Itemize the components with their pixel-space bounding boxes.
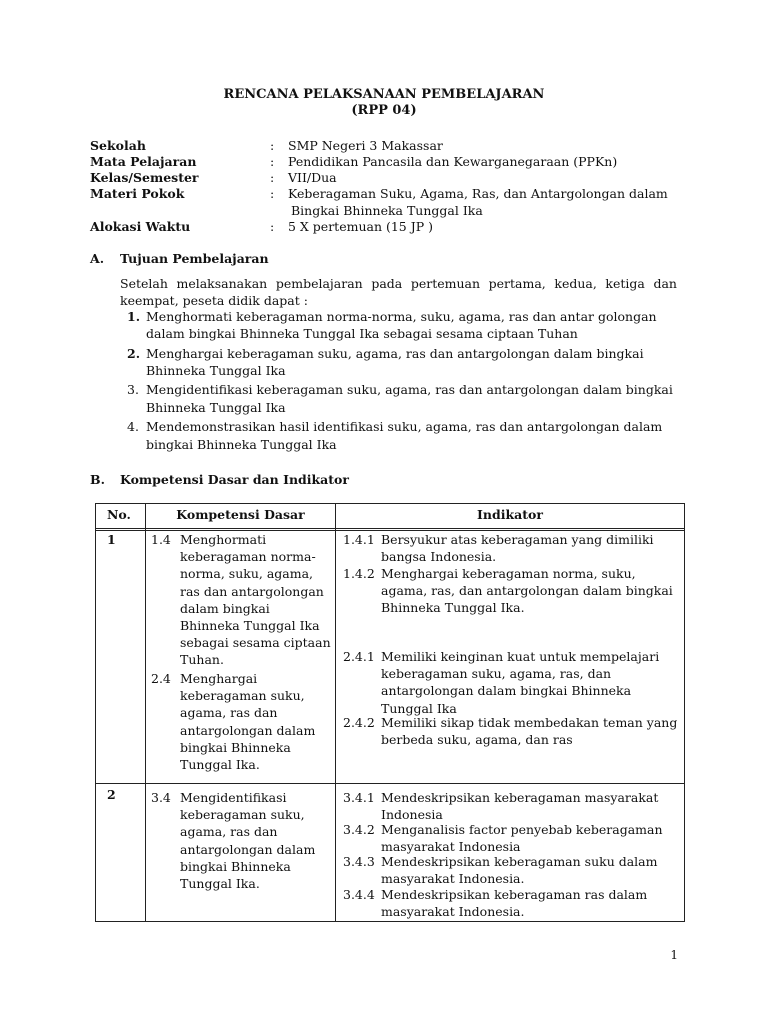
document-subtitle: (RPP 04) bbox=[351, 103, 417, 118]
kd-text bbox=[180, 531, 331, 669]
indicator-text-line: agama, ras, dan antargolongan dalam bingkai bbox=[381, 583, 673, 599]
page-number: 1 bbox=[670, 948, 678, 962]
indicator-code: 3.4.4 bbox=[343, 887, 375, 902]
kd-text bbox=[180, 789, 315, 892]
info-label-alokasi: Alokasi Waktu bbox=[90, 219, 191, 234]
indicator-text-line: Bersyukur atas keberagaman yang dimiliki bbox=[381, 532, 654, 547]
indicator-code: 3.4.2 bbox=[343, 822, 375, 837]
kd-item bbox=[151, 531, 331, 671]
indicator-text-line: Mendeskripsikan keberagaman ras dalam bbox=[381, 887, 648, 902]
kd-code: 3.4 bbox=[151, 790, 171, 805]
section-a-intro-line2: keempat, peseta didik dapat : bbox=[120, 293, 308, 308]
indicator-code: 3.4.1 bbox=[343, 790, 375, 805]
table-border bbox=[95, 503, 96, 922]
info-value-materi: Keberagaman Suku, Agama, Ras, dan Antargolongan dalam bbox=[288, 186, 668, 201]
indicator-text-line: masyarakat Indonesia. bbox=[381, 904, 525, 920]
indicator-text-line: Mendeskripsikan keberagaman masyarakat bbox=[381, 790, 659, 805]
kd-text-line: keberagaman suku, bbox=[180, 807, 305, 823]
indicator-item bbox=[343, 714, 683, 750]
kd-text-line: keberagaman norma- bbox=[180, 549, 316, 565]
table-header-no: No. bbox=[107, 507, 131, 522]
kd-text-line: agama, ras dan bbox=[180, 705, 278, 721]
info-sep: : bbox=[270, 219, 275, 234]
table-column-rule bbox=[145, 503, 146, 922]
info-label-kelas: Kelas/Semester bbox=[90, 170, 199, 185]
table-header-kd: Kompetensi Dasar bbox=[176, 507, 305, 522]
list-item-text: Menghargai keberagaman suku, agama, ras dan antargolongan dalam bingkai bbox=[146, 346, 644, 361]
kd-text-line: Bhinneka Tunggal Ika bbox=[180, 618, 320, 634]
info-sep: : bbox=[270, 138, 275, 153]
indicator-item bbox=[343, 531, 683, 567]
indicator-text-line: Menganalisis factor penyebab keberagaman bbox=[381, 822, 663, 837]
section-b-letter: B. bbox=[90, 472, 105, 487]
indicator-item bbox=[343, 821, 683, 857]
indicator-text bbox=[381, 648, 659, 717]
kd-text-line: antargolongan dalam bbox=[180, 722, 316, 738]
indicator-text-line: Mendeskripsikan keberagaman suku dalam bbox=[381, 854, 658, 869]
table-rule bbox=[95, 783, 685, 784]
list-item-text: Bhinneka Tunggal Ika bbox=[146, 363, 286, 378]
section-b-heading: Kompetensi Dasar dan Indikator bbox=[120, 472, 349, 487]
kd-text-line: bingkai Bhinneka bbox=[180, 739, 291, 755]
info-value-mapel: Pendidikan Pancasila dan Kewarganegaraan (PPKn) bbox=[288, 154, 618, 169]
table-row-number: 1 bbox=[107, 532, 116, 547]
kd-text-line: Menghargai bbox=[180, 671, 258, 686]
table-column-rule bbox=[335, 503, 336, 922]
indicator-text bbox=[381, 714, 677, 748]
info-label-mapel: Mata Pelajaran bbox=[90, 154, 197, 169]
indicator-text-line: Menghargai keberagaman norma, suku, bbox=[381, 566, 636, 581]
kd-item bbox=[151, 789, 331, 895]
indicator-text bbox=[381, 821, 663, 855]
indicator-text bbox=[381, 789, 658, 823]
info-value-materi-cont: Bingkai Bhinneka Tunggal Ika bbox=[291, 203, 483, 218]
indicator-code: 1.4.2 bbox=[343, 566, 375, 581]
list-item-text: Mengidentifikasi keberagaman suku, agama, ras dan antargolongan dalam bingkai bbox=[146, 382, 673, 397]
indicator-text-line: Memiliki sikap tidak membedakan teman yang bbox=[381, 715, 678, 730]
list-item-text: Menghormati keberagaman norma-norma, suku, agama, ras dan antar golongan bbox=[146, 309, 657, 324]
kd-code: 2.4 bbox=[151, 671, 171, 686]
list-item-number: 3. bbox=[127, 382, 139, 397]
section-a-intro-line1: Setelah melaksanakan pembelajaran pada pertemuan pertama, kedua, ketiga dan bbox=[120, 276, 677, 291]
kd-item bbox=[151, 670, 331, 776]
indicator-text bbox=[381, 886, 647, 920]
indicator-text-line: Tunggal Ika bbox=[381, 700, 457, 716]
kd-text-line: Tunggal Ika. bbox=[180, 876, 260, 892]
indicator-text-line: berbeda suku, agama, dan ras bbox=[381, 732, 573, 748]
indicator-code: 2.4.1 bbox=[343, 649, 375, 664]
competency-table bbox=[95, 503, 685, 922]
kd-code: 1.4 bbox=[151, 532, 171, 547]
indicator-text-line: bangsa Indonesia. bbox=[381, 549, 497, 565]
kd-text-line: sebagai sesama ciptaan bbox=[180, 635, 331, 651]
section-a-heading: Tujuan Pembelajaran bbox=[120, 251, 269, 266]
kd-text-line: norma, suku, agama, bbox=[180, 566, 314, 582]
indicator-code: 2.4.2 bbox=[343, 715, 375, 730]
indicator-text bbox=[381, 565, 673, 617]
table-border bbox=[95, 503, 685, 504]
indicator-text-line: Indonesia bbox=[381, 807, 443, 823]
indicator-text bbox=[381, 853, 657, 887]
table-row-number: 2 bbox=[107, 787, 116, 802]
indicator-code: 3.4.3 bbox=[343, 854, 375, 869]
list-item-text: dalam bingkai Bhinneka Tunggal Ika sebagai sesama ciptaan Tuhan bbox=[146, 326, 578, 341]
kd-text-line: ras dan antargolongan bbox=[180, 583, 324, 599]
indicator-item bbox=[343, 853, 683, 889]
indicator-text-line: masyarakat Indonesia. bbox=[381, 871, 525, 887]
indicator-text-line: Memiliki keinginan kuat untuk mempelajari bbox=[381, 649, 660, 664]
indicator-text bbox=[381, 531, 654, 565]
info-label-materi: Materi Pokok bbox=[90, 186, 185, 201]
table-rule bbox=[95, 528, 685, 529]
kd-text-line: antargolongan dalam bbox=[180, 841, 316, 857]
kd-text-line: agama, ras dan bbox=[180, 824, 278, 840]
indicator-item bbox=[343, 886, 683, 922]
list-item-text: bingkai Bhinneka Tunggal Ika bbox=[146, 437, 337, 452]
indicator-text-line: antargolongan dalam bingkai Bhinneka bbox=[381, 683, 632, 699]
list-item-text: Bhinneka Tunggal Ika bbox=[146, 400, 286, 415]
indicator-text-line: Bhinneka Tunggal Ika. bbox=[381, 600, 525, 616]
kd-text-line: Tuhan. bbox=[180, 652, 224, 668]
list-item-number: 2. bbox=[127, 346, 141, 361]
indicator-code: 1.4.1 bbox=[343, 532, 375, 547]
kd-text-line: Menghormati bbox=[180, 532, 267, 547]
indicator-item bbox=[343, 565, 683, 619]
indicator-item bbox=[343, 648, 683, 718]
kd-text-line: dalam bingkai bbox=[180, 600, 270, 616]
list-item-number: 4. bbox=[127, 419, 139, 434]
info-label-sekolah: Sekolah bbox=[90, 138, 146, 153]
section-a-letter: A. bbox=[90, 251, 105, 266]
list-item-text: Mendemonstrasikan hasil identifikasi suku, agama, ras dan antargolongan dalam bbox=[146, 419, 663, 434]
kd-text-line: bingkai Bhinneka bbox=[180, 858, 291, 874]
info-value-kelas: VII/Dua bbox=[288, 170, 337, 185]
info-sep: : bbox=[270, 154, 275, 169]
info-value-sekolah: SMP Negeri 3 Makassar bbox=[288, 138, 443, 153]
table-header-indikator: Indikator bbox=[477, 507, 543, 522]
list-item-number: 1. bbox=[127, 309, 141, 324]
indicator-item bbox=[343, 789, 683, 825]
indicator-text-line: keberagaman suku, agama, ras, dan bbox=[381, 666, 612, 682]
info-value-alokasi: 5 X pertemuan (15 JP ) bbox=[288, 219, 434, 234]
info-sep: : bbox=[270, 170, 275, 185]
kd-text-line: Mengidentifikasi bbox=[180, 790, 287, 805]
kd-text-line: Tunggal Ika. bbox=[180, 757, 260, 773]
document-title: RENCANA PELAKSANAAN PEMBELAJARAN bbox=[223, 87, 545, 102]
table-border bbox=[684, 503, 685, 922]
info-sep: : bbox=[270, 186, 275, 201]
kd-text bbox=[180, 670, 315, 773]
indicator-text-line: masyarakat Indonesia bbox=[381, 839, 521, 855]
kd-text-line: keberagaman suku, bbox=[180, 688, 305, 704]
